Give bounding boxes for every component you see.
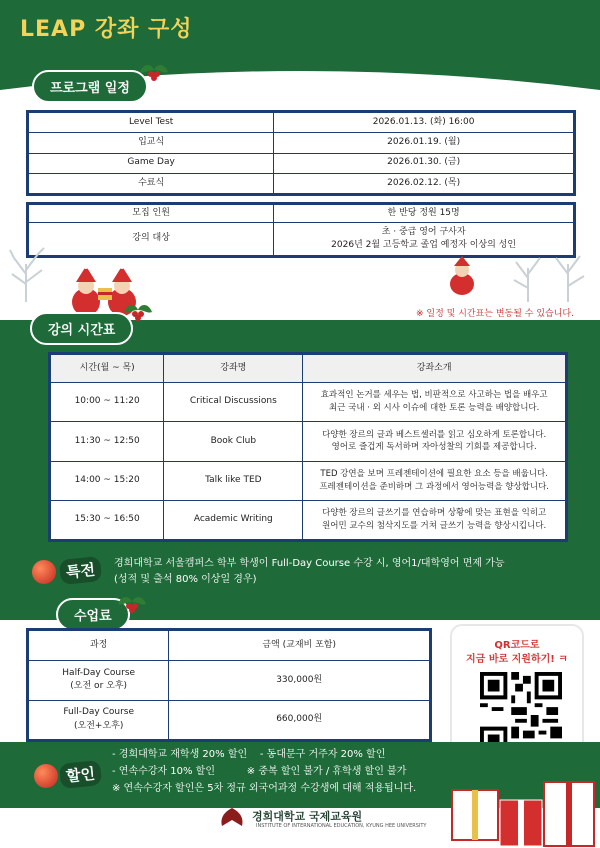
class-description: [303, 461, 566, 500]
description-line: 원어민 교수의 첨삭지도를 거쳐 글쓰기 능력을 향상시킵니다.: [322, 520, 547, 531]
class-description: [303, 422, 566, 461]
class-name: Critical Discussions: [164, 383, 303, 422]
table-row: [29, 173, 574, 193]
discount-item: - 경희대학교 재학생 20% 할인: [112, 749, 248, 760]
qr-subtitle: 지금 바로 지원하기! ㅋ: [466, 654, 568, 665]
schedule-value: 2026.01.13. (화) 16:00: [274, 113, 574, 133]
column-header: 금액 (교재비 포함): [169, 631, 430, 661]
column-header: 강좌명: [164, 355, 303, 383]
course-line: Full-Day Course: [63, 707, 135, 718]
class-time: 10:00 ~ 11:20: [51, 383, 164, 422]
table-row: [51, 461, 566, 500]
course-name: [29, 661, 169, 701]
discount-item: - 연속수강자 10% 할인: [112, 766, 215, 777]
class-name: Talk like TED: [164, 461, 303, 500]
qr-title: QR코드로: [494, 640, 540, 651]
course-line: (오전+오후): [74, 720, 124, 731]
column-header: 과정: [29, 631, 169, 661]
recruit-label: 모집 인원: [29, 205, 274, 223]
table-row: [51, 422, 566, 461]
class-description: [303, 500, 566, 539]
course-price: 660,000원: [169, 700, 430, 740]
schedule-value: 2026.01.30. (금): [274, 153, 574, 173]
class-time: 14:00 ~ 15:20: [51, 461, 164, 500]
holly-icon: [136, 60, 172, 84]
target-value-line: 2026년 2월 고등학교 졸업 예정자 이상의 성인: [331, 240, 517, 250]
discount-row: [112, 763, 416, 780]
timetable-table: [48, 352, 568, 542]
table-row: [51, 383, 566, 422]
recruit-table: [26, 202, 576, 258]
description-line: 다양한 장르의 글쓰기를 연습하며 상황에 맞는 표현을 익히고: [322, 508, 547, 519]
course-line: (오전 or 오후): [70, 681, 128, 692]
target-label: 강의 대상: [29, 223, 274, 256]
column-header: 강좌소개: [303, 355, 566, 383]
discount-item: - 동대문구 거주자 20% 할인: [259, 749, 386, 760]
schedule-label: 수료식: [29, 173, 274, 193]
timetable-pill: 강의 시간표: [30, 312, 133, 345]
recruit-value: 한 반당 정원 15명: [274, 205, 574, 223]
discount-item: ※ 중복 할인 불가 / 휴학생 할인 불가: [246, 766, 407, 777]
class-name: Book Club: [164, 422, 303, 461]
ornament-icon: [34, 764, 58, 788]
program-schedule-pill: 프로그램 일정: [32, 70, 148, 103]
schedule-label: 입교식: [29, 133, 274, 153]
course-line: Half-Day Course: [62, 667, 136, 678]
university-logo-icon: [218, 806, 246, 828]
course-price: 330,000원: [169, 661, 430, 701]
table-row: [29, 700, 430, 740]
table-row: [29, 113, 574, 133]
page-title: LEAP 강좌 구성: [20, 17, 193, 42]
discount-row: [112, 746, 416, 763]
benefit-badge: 특전: [59, 556, 102, 585]
schedule-change-note: ※ 일정 및 시간표는 변동될 수 있습니다.: [416, 309, 574, 319]
header-band: [0, 0, 600, 64]
description-line: 효과적인 논거를 세우는 법, 비판적으로 사고하는 법을 배우고: [320, 390, 548, 401]
footer-institution: 경희대학교 국제교육원: [252, 810, 363, 823]
table-row: [29, 223, 574, 256]
table-row: [51, 500, 566, 539]
benefit-line: (성적 및 출석 80% 이상일 경우): [114, 574, 257, 585]
gift-boxes-illustration: [448, 770, 598, 848]
ornament-icon: [32, 560, 56, 584]
table-row: [29, 153, 574, 173]
class-name: Academic Writing: [164, 500, 303, 539]
table-row: [29, 133, 574, 153]
santa-icon: [444, 256, 480, 296]
description-line: 영어로 즐겁게 독서하며 자아성찰의 기회를 제공합니다.: [331, 442, 537, 453]
description-line: TED 강연을 보며 프레젠테이션에 필요한 요소 등을 배웁니다.: [320, 468, 548, 479]
discount-badge: 할인: [59, 760, 102, 789]
schedule-label: Game Day: [29, 153, 274, 173]
discount-text: [112, 746, 416, 797]
class-description: [303, 383, 566, 422]
table-header-row: [51, 355, 566, 383]
fees-table: [26, 628, 432, 742]
bare-tree-icon: [4, 244, 48, 302]
description-line: 최근 국내 · 외 시사 이슈에 대한 토론 능력을 배양합니다.: [328, 403, 540, 414]
schedule-label: Level Test: [29, 113, 274, 133]
fees-pill: 수업료: [56, 598, 130, 631]
class-time: 11:30 ~ 12:50: [51, 422, 164, 461]
table-row: [29, 661, 430, 701]
description-line: 프레젠테이션을 준비하며 그 과정에서 영어능력을 향상합니다.: [319, 481, 550, 492]
course-name: [29, 700, 169, 740]
schedule-value: 2026.02.12. (목): [274, 173, 574, 193]
bare-trees-icon: [508, 250, 588, 302]
description-line: 다양한 장르의 글과 베스트셀러를 읽고 심오하게 토론합니다.: [322, 429, 547, 440]
table-header-row: [29, 631, 430, 661]
discount-note: ※ 연속수강자 할인은 5차 정규 외국어과정 수강생에 대해 적용됩니다.: [112, 783, 417, 794]
holly-icon: [114, 592, 150, 616]
target-value-line: 초 · 중급 영어 구사자: [381, 226, 466, 237]
holly-icon: [120, 300, 156, 324]
table-row: [29, 205, 574, 223]
schedule-value: 2026.01.19. (월): [274, 133, 574, 153]
column-header: 시간(월 ~ 목): [51, 355, 164, 383]
schedule-table: [26, 110, 576, 196]
footer-institution-en: INSTITUTE OF INTERNATIONAL EDUCATION, KYUNG HEE UNIVERSITY: [256, 823, 427, 829]
class-time: 15:30 ~ 16:50: [51, 500, 164, 539]
benefit-line: 경희대학교 서울캠퍼스 학부 학생이 Full-Day Course 수강 시, 영어1/대학영어 면제 가능: [114, 558, 505, 569]
benefit-text: [114, 556, 505, 588]
